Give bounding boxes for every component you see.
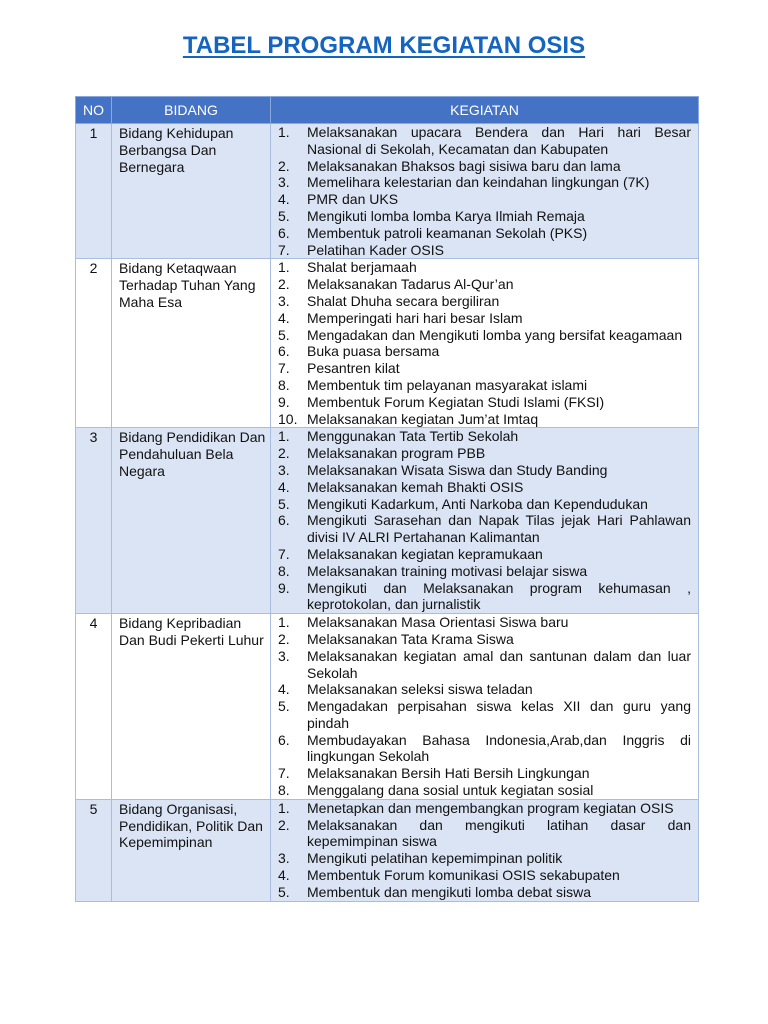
item-text: Membentuk Forum komunikasi OSIS sekabupaten (307, 867, 620, 884)
item-number: 3. (278, 850, 290, 867)
bidang-cell: Bidang Kehidupan Berbangsa Dan Bernegara (112, 124, 271, 259)
item-number: 5. (278, 495, 290, 512)
item-number: 9. (278, 579, 290, 596)
item-text: Melaksanakan Wisata Siswa dan Study Banding (307, 461, 608, 478)
kegiatan-item (271, 732, 691, 766)
table-row (76, 799, 699, 901)
item-text: Membentuk dan mengikuti lomba debat siswa (307, 883, 592, 900)
page-title: TABEL PROGRAM KEGIATAN OSIS (182, 32, 586, 59)
header-bidang: BIDANG (112, 97, 271, 124)
bidang-cell: Bidang Ketaqwaan Terhadap Tuhan Yang Maha Esa (112, 259, 271, 428)
item-number: 2. (278, 630, 290, 647)
item-number: 3. (278, 292, 290, 309)
item-text: Melaksanakan seleksi siswa teladan (307, 681, 533, 698)
item-text: Pesantren kilat (307, 360, 400, 377)
item-number: 5. (278, 207, 290, 224)
item-text: Memelihara kelestarian dan keindahan lingkungan (7K) (307, 174, 650, 191)
kegiatan-list (271, 800, 691, 901)
item-number: 6. (278, 224, 290, 241)
item-number: 9. (278, 393, 290, 410)
kegiatan-item (271, 867, 691, 884)
kegiatan-cell (271, 124, 699, 259)
item-text: PMR dan UKS (307, 191, 399, 208)
kegiatan-item (271, 428, 691, 445)
row-number: 3 (76, 428, 112, 614)
row-number: 4 (76, 614, 112, 800)
kegiatan-item (271, 377, 691, 394)
item-number: 6. (278, 731, 290, 748)
item-text: Menetapkan dan mengembangkan program kegiatan OSIS (307, 799, 674, 816)
item-number: 7. (278, 360, 290, 377)
item-number: 2. (278, 276, 290, 293)
item-text: Menggalang dana sosial untuk kegiatan sosial (307, 782, 594, 799)
item-text: Melaksanakan dan mengikuti latihan dasar dan kepemimpinan siswa (307, 816, 691, 850)
kegiatan-item (271, 765, 691, 782)
item-text: Pelatihan Kader OSIS (307, 241, 444, 258)
item-text: Melaksanakan Tata Krama Siswa (307, 630, 514, 647)
item-text: Melaksanakan kegiatan Jum’at Imtaq (307, 410, 539, 427)
program-table (75, 96, 699, 902)
item-number: 1. (278, 799, 290, 816)
kegiatan-item (271, 817, 691, 851)
kegiatan-item (271, 563, 691, 580)
header-no: NO (76, 97, 112, 124)
row-number: 5 (76, 799, 112, 901)
kegiatan-item (271, 681, 691, 698)
item-text: Mengadakan perpisahan siswa kelas XII dan guru yang pindah (307, 698, 691, 731)
kegiatan-item (271, 462, 691, 479)
item-text: Mengikuti dan Melaksanakan program kehumasan , keprotokolan, dan jurnalistik (307, 579, 691, 613)
item-number: 8. (278, 782, 290, 799)
bidang-cell: Bidang Pendidikan Dan Pendahuluan Bela Negara (112, 428, 271, 614)
item-number: 7. (278, 765, 290, 782)
item-number: 4. (278, 478, 290, 495)
kegiatan-item (271, 496, 691, 513)
item-number: 6. (278, 343, 290, 360)
item-text: Melaksanakan Bersih Hati Bersih Lingkungan (307, 765, 590, 782)
kegiatan-item (271, 310, 691, 327)
kegiatan-item (271, 411, 691, 428)
item-text: Memperingati hari hari besar Islam (307, 309, 523, 326)
item-number: 5. (278, 326, 290, 343)
table-row (76, 124, 699, 259)
kegiatan-list (271, 124, 691, 258)
kegiatan-item (271, 394, 691, 411)
kegiatan-item (271, 850, 691, 867)
kegiatan-item (271, 614, 691, 631)
item-number: 7. (278, 545, 290, 562)
item-text: Melaksanakan kegiatan amal dan santunan dalam dan luar Sekolah (307, 647, 691, 681)
item-text: Membentuk tim pelayanan masyarakat islami (307, 376, 588, 393)
kegiatan-item (271, 479, 691, 496)
table-row (76, 259, 699, 428)
item-text: Membentuk patroli keamanan Sekolah (PKS) (307, 224, 588, 241)
item-text: Melaksanakan kegiatan kepramukaan (307, 545, 543, 562)
item-text: Mengikuti pelatihan kepemimpinan politik (307, 850, 563, 867)
item-number: 3. (278, 461, 290, 478)
table-row (76, 428, 699, 614)
kegiatan-item (271, 360, 691, 377)
kegiatan-item (271, 293, 691, 310)
kegiatan-item (271, 631, 691, 648)
kegiatan-item (271, 782, 691, 799)
item-text: Mengikuti lomba lomba Karya Ilmiah Remaja (307, 207, 585, 224)
item-number: 2. (278, 157, 290, 174)
item-text: Melaksanakan Tadarus Al-Qur’an (307, 276, 514, 293)
item-number: 3. (278, 647, 290, 664)
kegiatan-cell (271, 428, 699, 614)
bidang-cell: Bidang Kepribadian Dan Budi Pekerti Luhur (112, 614, 271, 800)
kegiatan-item (271, 327, 691, 344)
kegiatan-item (271, 276, 691, 293)
kegiatan-item (271, 648, 691, 682)
item-number: 6. (278, 512, 290, 529)
item-text: Mengikuti Sarasehan dan Napak Tilas jejak Hari Pahlawan divisi IV ALRI Pertahanan Kalimantan (307, 512, 691, 546)
kegiatan-item (271, 800, 691, 817)
item-text: Melaksanakan Masa Orientasi Siswa baru (307, 614, 569, 631)
item-text: Shalat Dhuha secara bergiliran (307, 292, 500, 309)
kegiatan-item (271, 259, 691, 276)
item-number: 4. (278, 681, 290, 698)
kegiatan-item (271, 884, 691, 901)
kegiatan-item (271, 242, 691, 259)
kegiatan-item (271, 512, 691, 546)
item-text: Mengikuti Kadarkum, Anti Narkoba dan Kependudukan (307, 495, 648, 512)
kegiatan-cell (271, 614, 699, 800)
bidang-cell: Bidang Organisasi, Pendidikan, Politik Dan Kepemimpinan (112, 799, 271, 901)
kegiatan-list (271, 614, 691, 799)
table-row (76, 614, 699, 800)
kegiatan-list (271, 259, 691, 427)
kegiatan-item (271, 546, 691, 563)
item-text: Menggunakan Tata Tertib Sekolah (307, 428, 519, 445)
kegiatan-item (271, 191, 691, 208)
item-number: 2. (278, 816, 290, 833)
item-number: 4. (278, 191, 290, 208)
kegiatan-cell (271, 259, 699, 428)
item-number: 4. (278, 867, 290, 884)
item-text: Melaksanakan upacara Bendera dan Hari hari Besar Nasional di Sekolah, Kecamatan dan Kabupaten (307, 124, 691, 157)
item-number: 3. (278, 174, 290, 191)
item-number: 10. (278, 410, 298, 427)
kegiatan-item (271, 174, 691, 191)
item-text: Melaksanakan program PBB (307, 445, 486, 462)
kegiatan-item (271, 580, 691, 614)
item-number: 8. (278, 562, 290, 579)
item-number: 1. (278, 428, 290, 445)
item-text: Melaksanakan training motivasi belajar siswa (307, 562, 588, 579)
header-kegiatan: KEGIATAN (271, 97, 699, 124)
kegiatan-item (271, 158, 691, 175)
item-number: 1. (278, 259, 290, 276)
kegiatan-item (271, 208, 691, 225)
kegiatan-item (271, 124, 691, 158)
kegiatan-cell (271, 799, 699, 901)
kegiatan-list (271, 428, 691, 613)
item-text: Melaksanakan kemah Bhakti OSIS (307, 478, 524, 495)
kegiatan-item (271, 445, 691, 462)
item-number: 2. (278, 445, 290, 462)
item-number: 4. (278, 309, 290, 326)
kegiatan-item (271, 225, 691, 242)
row-number: 1 (76, 124, 112, 259)
table-header-row (76, 97, 699, 124)
kegiatan-item (271, 343, 691, 360)
item-number: 7. (278, 241, 290, 258)
item-number: 1. (278, 614, 290, 631)
item-text: Shalat berjamaah (307, 259, 417, 276)
item-text: Melaksanakan Bhaksos bagi sisiwa baru dan lama (307, 157, 621, 174)
item-text: Membudayakan Bahasa Indonesia,Arab,dan Inggris di lingkungan Sekolah (307, 731, 691, 765)
row-number: 2 (76, 259, 112, 428)
item-number: 5. (278, 883, 290, 900)
item-text: Mengadakan dan Mengikuti lomba yang bersifat keagamaan (307, 326, 683, 343)
kegiatan-item (271, 698, 691, 732)
item-number: 5. (278, 698, 290, 715)
item-text: Buka puasa bersama (307, 343, 440, 360)
item-number: 8. (278, 376, 290, 393)
item-number: 1. (278, 124, 290, 140)
item-text: Membentuk Forum Kegiatan Studi Islami (FKSI) (307, 393, 605, 410)
